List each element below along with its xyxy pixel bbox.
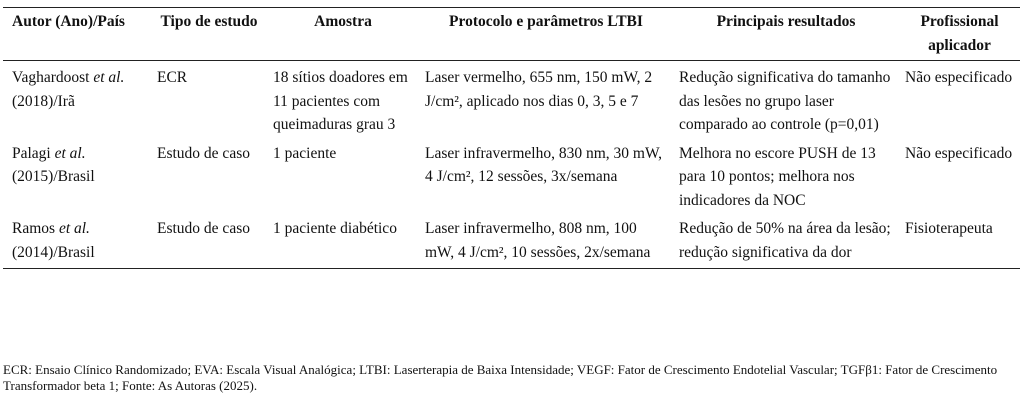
cell-results: Melhora no escore PUSH de 13 para 10 pontos; melhora nos indicadores da NOC <box>679 144 876 209</box>
cell-study-type: Estudo de caso <box>157 144 250 162</box>
header-sample: Amostra <box>314 13 372 30</box>
header-protocol: Protocolo e parâmetros LTBI <box>449 13 643 30</box>
author-year-country: (2014)/Brasil <box>12 243 95 261</box>
cell-results: Redução de 50% na área da lesão; redução significativa da dor <box>679 220 891 261</box>
author-etal: et al. <box>54 144 86 162</box>
cell-sample: 1 paciente diabético <box>273 220 397 237</box>
cell-results: Redução significativa do tamanho das lesões no grupo laser comparado ao controle (p=0,01) <box>679 69 891 133</box>
cell-protocol: Laser vermelho, 655 nm, 150 mW, 2 J/cm², aplicado nos dias 0, 3, 5 e 7 <box>425 69 653 110</box>
cell-sample: 1 paciente <box>273 144 337 162</box>
table-row <box>3 139 1020 215</box>
cell-study-type: ECR <box>157 69 188 86</box>
cell-sample: 18 sítios doadores em 11 pacientes com queimaduras grau 3 <box>273 69 408 133</box>
table-row <box>3 214 1020 269</box>
author-etal: et al. <box>93 69 125 86</box>
header-author: Autor (Ano)/País <box>12 13 125 30</box>
studies-table <box>3 7 1020 269</box>
header-professional: Profissional aplicador <box>920 13 999 54</box>
author-name: Ramos <box>12 220 59 237</box>
cell-author <box>3 61 151 139</box>
author-year-country: (2015)/Brasil <box>12 168 95 185</box>
cell-professional: Fisioterapeuta <box>905 220 993 237</box>
cell-author <box>3 214 151 269</box>
table-footnote: ECR: Ensaio Clínico Randomizado; EVA: Escala Visual Analógica; LTBI: Laserterapia de Baixa Intensidade; VEGF: Fator de Crescimento Endotelial Vascular; TGFβ1: Fator de Crescimento Transformador beta 1; Fonte: As Autoras (2025). <box>3 362 998 393</box>
cell-protocol: Laser infravermelho, 830 nm, 30 mW, 4 J/cm², 12 sessões, 3x/semana <box>425 144 663 185</box>
author-etal: et al. <box>58 220 90 237</box>
results-table-container <box>3 7 1020 269</box>
table-row <box>3 61 1020 139</box>
header-results: Principais resultados <box>716 13 856 30</box>
table-header-row <box>3 8 1020 61</box>
author-name: Palagi <box>12 144 55 162</box>
author-name: Vaghardoost <box>12 69 94 86</box>
cell-professional: Não especificado <box>905 69 1013 86</box>
cell-protocol: Laser infravermelho, 808 nm, 100 mW, 4 J/cm², 10 sessões, 2x/semana <box>425 220 651 261</box>
cell-professional: Não especificado <box>905 144 1013 162</box>
cell-study-type: Estudo de caso <box>157 220 250 237</box>
cell-author <box>3 139 151 215</box>
header-study-type: Tipo de estudo <box>160 13 258 30</box>
author-year-country: (2018)/Irã <box>12 92 75 110</box>
